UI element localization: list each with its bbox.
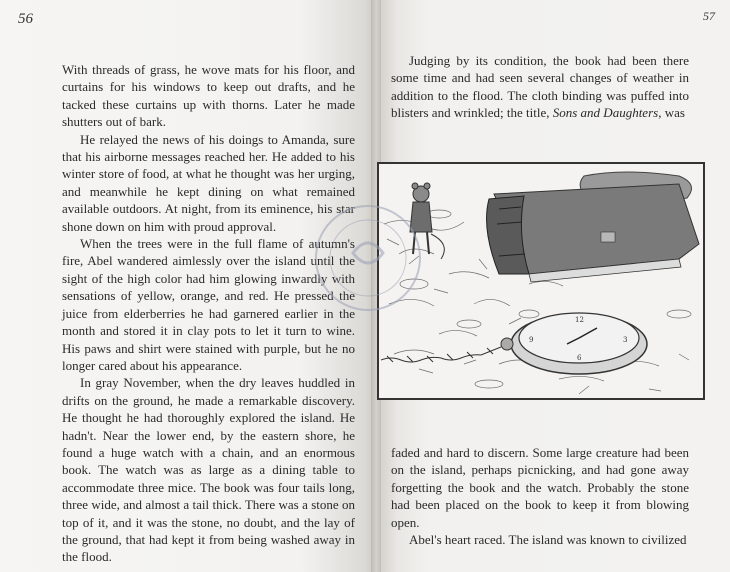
book-title: Sons and Daughters bbox=[552, 105, 659, 121]
pocket-watch bbox=[501, 313, 647, 374]
paragraph: In gray November, when the dry leaves huddled in drifts on the ground, he made a remarkable discovery. He thought he had thoroughly explored the island. He hadn't. Near the lower end, by the eastern shore, he found a huge watch with a chain, and an enormous book. The watch was as large as a dining table to accommodate three mice. The book was four tails long, three wide, and almost a tail thick. There was a stone on top of it, and it was the stone, no doubt, and the lay of the ground, that had kept it from being washed away in the flood. bbox=[62, 375, 355, 565]
svg-text:12: 12 bbox=[575, 316, 584, 324]
paragraph: When the trees were in the full flame of autumn's fire, Abel wandered aimlessly over the island until the sight of the high color had him glowing inwardly with sensations of yellow, orange, and red. He pressed the juice from elderberries he had garnered earlier in the month and stored it in clay pots to let it turn to wine. His paws and shirt were stained with purple, but he no longer cared about his appearance. bbox=[62, 236, 355, 373]
paragraph: With threads of grass, he wove mats for his floor, and curtains for his windows to keep out drafts, and he tacked these curtains up with thorns. Later he made shutters out of bark. bbox=[62, 62, 355, 130]
watermark-stamp bbox=[308, 198, 428, 318]
paragraph-text: Judging by its condition, the book had been there some time and had seen several changes of weather in addition to the flood. The cloth binding was puffed into blisters and wrinkled; the title, bbox=[391, 53, 689, 121]
left-page-number: 56 bbox=[18, 11, 33, 27]
right-page-number: 57 bbox=[703, 9, 715, 23]
paragraph-text: , was bbox=[658, 105, 685, 121]
right-page-top-text bbox=[391, 52, 689, 122]
svg-text:9: 9 bbox=[529, 336, 534, 344]
svg-text:6: 6 bbox=[577, 354, 582, 362]
svg-text:3: 3 bbox=[623, 336, 628, 344]
paragraph: He relayed the news of his doings to Amanda, sure that his airborne messages reached her. He added to his winter store of food, at what he thought was her urging, and meanwhile he kept dining on what remained available outdoors. At night, from its eminence, his star shone down on him with proud approval. bbox=[62, 131, 355, 234]
watch-chain bbox=[381, 347, 501, 362]
paragraph bbox=[391, 52, 689, 122]
paragraph: faded and hard to discern. Some large creature had been on the island, perhaps picnicking, and had gone away forgetting the book and the watch. Probably the stone had been placed on the book to keep it from blowing open. bbox=[391, 445, 689, 530]
right-page-bottom-text bbox=[391, 444, 689, 548]
paragraph: Abel's heart raced. The island was known to civilized bbox=[409, 532, 687, 548]
big-book bbox=[487, 184, 699, 282]
